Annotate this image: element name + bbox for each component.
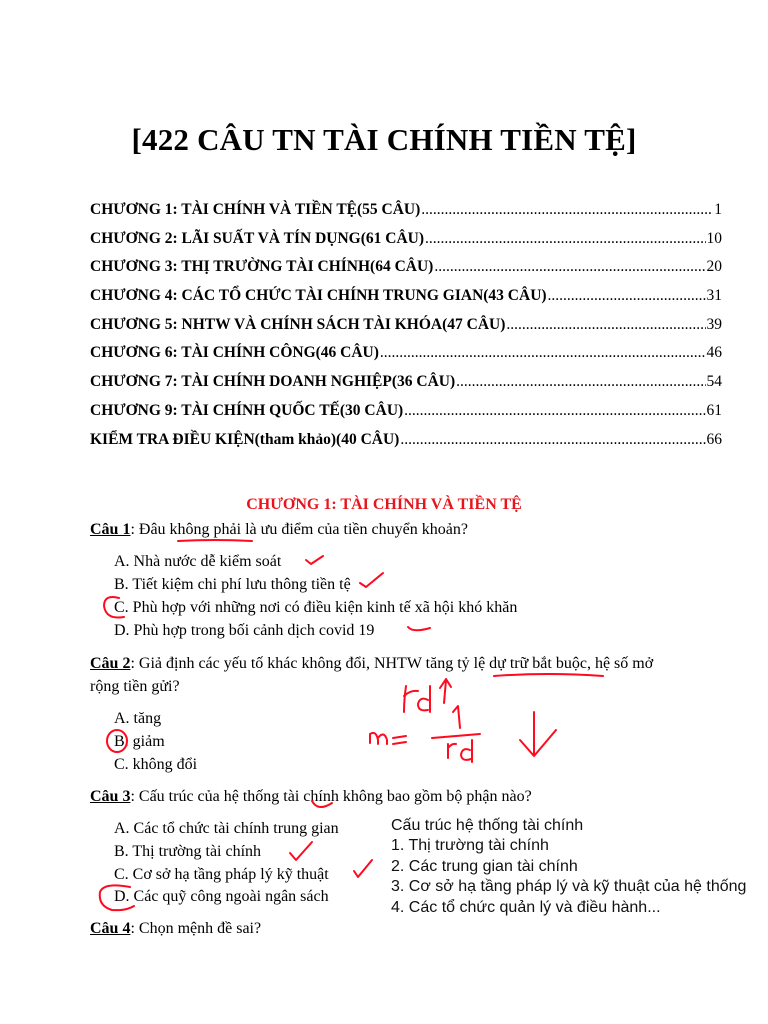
answer-option[interactable]: C. không đổi	[114, 756, 198, 773]
toc-entry-label: CHƯƠNG 5: NHTW VÀ CHÍNH SÁCH TÀI KHÓA(47 CÂU)	[90, 315, 506, 333]
toc-entry-page: 1	[714, 201, 722, 218]
toc-entry[interactable]	[90, 344, 722, 373]
toc-entry[interactable]	[90, 373, 722, 402]
toc-entry[interactable]	[90, 431, 722, 460]
toc-entry[interactable]	[90, 402, 722, 431]
toc-entry-label: CHƯƠNG 1: TÀI CHÍNH VÀ TIỀN TỆ(55 CÂU)	[90, 201, 421, 218]
answer-option[interactable]: A. Các tổ chức tài chính trung gian	[114, 820, 339, 837]
question-number: Câu 2	[90, 655, 131, 672]
toc-entry-label: KIỂM TRA ĐIỀU KIỆN(tham khảo)(40 CÂU)	[90, 430, 400, 448]
question-text-continued: rộng tiền gửi?	[90, 678, 180, 695]
side-note	[391, 816, 761, 918]
toc-entry-page: 10	[706, 229, 722, 247]
toc-entry-page: 54	[706, 373, 722, 391]
answer-option[interactable]: C. Cơ sở hạ tầng pháp lý kỹ thuật	[114, 866, 329, 883]
toc-entry[interactable]	[90, 230, 722, 259]
toc-entry-label: CHƯƠNG 7: TÀI CHÍNH DOANH NGHIỆP(36 CÂU)	[90, 373, 456, 391]
answer-option[interactable]: B. Tiết kiệm chi phí lưu thông tiền tệ	[114, 576, 351, 593]
toc-entry-label: CHƯƠNG 9: TÀI CHÍNH QUỐC TẾ(30 CÂU)	[90, 401, 404, 419]
side-note-item: 3. Cơ sở hạ tầng pháp lý và kỹ thuật của hệ thống	[391, 878, 747, 896]
question-number: Câu 4	[90, 920, 131, 937]
side-note-heading: Cấu trúc hệ thống tài chính	[391, 817, 584, 834]
toc-leader-dots	[400, 431, 705, 449]
toc-entry-page: 39	[706, 315, 722, 333]
toc-leader-dots	[380, 344, 706, 362]
toc-entry-page: 61	[706, 401, 722, 419]
answer-option[interactable]: D. Phù hợp trong bối cảnh dịch covid 19	[114, 622, 375, 639]
toc-entry-label: CHƯƠNG 4: CÁC TỔ CHỨC TÀI CHÍNH TRUNG GIAN(43 CÂU)	[90, 287, 547, 305]
toc-leader-dots	[404, 402, 705, 420]
question-number: Câu 1	[90, 521, 131, 538]
question-number: Câu 3	[90, 788, 131, 805]
handwriting-one	[453, 706, 460, 728]
toc-entry-label: CHƯƠNG 3: THỊ TRƯỜNG TÀI CHÍNH(64 CÂU)	[90, 258, 434, 276]
toc-leader-dots	[548, 287, 706, 305]
check-mark	[290, 842, 312, 860]
answer-option[interactable]: A. Nhà nước dễ kiểm soát	[114, 553, 282, 570]
toc-leader-dots	[425, 230, 706, 248]
toc-entry-page: 31	[706, 287, 722, 305]
chapter-heading: CHƯƠNG 1: TÀI CHÍNH VÀ TIỀN TỆ	[246, 496, 522, 513]
check-mark	[360, 573, 383, 587]
question-1	[90, 519, 468, 541]
toc-entry-page: 66	[706, 430, 722, 448]
toc-entry[interactable]	[90, 287, 722, 316]
handwriting-arrow	[520, 712, 556, 756]
question-3	[90, 786, 532, 808]
answer-option[interactable]: B. giảm	[114, 733, 165, 750]
side-note-item: 2. Các trung gian tài chính	[391, 857, 578, 875]
handwriting-equals	[393, 736, 406, 744]
question-4	[90, 918, 261, 940]
question-text: : Chọn mệnh đề sai?	[130, 920, 262, 937]
check-mark	[408, 627, 430, 630]
handwriting-rd	[448, 740, 472, 762]
document-title: [422 CÂU TN TÀI CHÍNH TIỀN TỆ]	[131, 122, 637, 157]
toc-leader-dots	[506, 316, 705, 334]
question-text: : Đâu không phải là ưu điểm của tiền chuyển khoản?	[130, 521, 468, 538]
toc-entry-label: CHƯƠNG 2: LÃI SUẤT VÀ TÍN DỤNG(61 CÂU)	[90, 229, 424, 247]
fraction-bar	[432, 734, 480, 738]
toc-entry[interactable]	[90, 316, 722, 345]
toc-entry-label: CHƯƠNG 6: TÀI CHÍNH CÔNG(46 CÂU)	[90, 344, 379, 362]
toc-entry-page: 46	[706, 344, 722, 362]
side-note-item: 1. Thị trường tài chính	[391, 837, 549, 855]
toc-entry[interactable]	[90, 201, 722, 230]
side-note-item: 4. Các tổ chức quản lý và điều hành...	[391, 898, 661, 916]
answer-option[interactable]: A. tăng	[114, 710, 162, 727]
toc-leader-dots	[421, 201, 713, 219]
table-of-contents	[90, 201, 722, 459]
answer-option[interactable]: D. Các quỹ công ngoài ngân sách	[114, 888, 329, 905]
toc-entry[interactable]	[90, 258, 722, 287]
question-2	[90, 653, 653, 675]
handwriting-rd	[404, 686, 430, 712]
question-text: : Cấu trúc của hệ thống tài chính không bao gồm bộ phận nào?	[130, 788, 532, 805]
check-mark	[354, 860, 372, 877]
check-mark	[306, 556, 323, 564]
toc-entry-page: 20	[706, 258, 722, 276]
toc-leader-dots	[456, 373, 705, 391]
question-text: : Giả định các yếu tố khác không đổi, NHTW tăng tỷ lệ dự trữ bắt buộc, hệ số mở	[130, 655, 654, 672]
handwriting-m	[370, 733, 387, 744]
answer-option[interactable]: B. Thị trường tài chính	[114, 843, 262, 860]
answer-option[interactable]: C. Phù hợp với những nơi có điều kiện kinh tế xã hội khó khăn	[114, 599, 518, 616]
toc-leader-dots	[434, 258, 705, 276]
handwriting-arrow	[440, 679, 451, 703]
